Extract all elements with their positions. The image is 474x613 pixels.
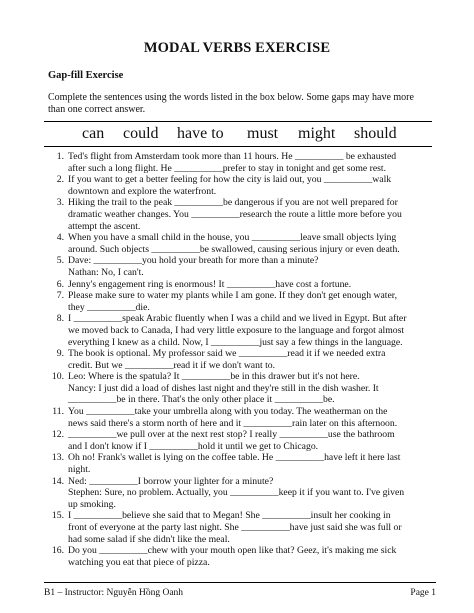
question-number: 3. [56, 197, 64, 209]
question-number: 2. [56, 174, 64, 186]
question-item [48, 348, 436, 371]
question-line: credit. But we __________read it if we don't want to. [68, 359, 276, 371]
question-item [48, 174, 436, 197]
word-bank-item: could [123, 125, 159, 142]
question-line: night. [68, 464, 91, 476]
word-bank-item: should [354, 125, 397, 142]
question-line: Do you __________chew with your mouth open like that? Geez, it's making me sick [68, 545, 397, 557]
question-line: downtown and explore the waterfront. [68, 185, 217, 197]
question-line: Jenny's engagement ring is enormous! It __________have cost a fortune. [68, 278, 352, 290]
question-line: Nancy: I just did a load of dishes last night and they're still in the dish washer. It [68, 382, 379, 394]
question-line: around. Such objects __________be swallowed, causing serious injury or even death. [68, 243, 400, 255]
question-line: __________we pull over at the next rest stop? I really __________use the bathroom [68, 429, 395, 441]
question-number: 11. [52, 406, 64, 418]
question-item [48, 197, 436, 232]
question-line: they __________die. [68, 301, 150, 313]
question-item [48, 510, 436, 545]
question-item [48, 371, 436, 406]
instructions-line: Complete the sentences using the words listed in the box below. Some gaps may have more [48, 92, 414, 103]
question-text [68, 348, 436, 371]
question-item [48, 452, 436, 475]
footer-divider [44, 582, 436, 583]
question-number: 1. [56, 151, 64, 162]
question-line: Hiking the trail to the peak __________be dangerous if you are not well prepared for [68, 197, 398, 209]
question-line: I __________believe she said that to Megan! She __________insult her cooking in [68, 510, 391, 522]
question-number: 16. [51, 545, 64, 557]
question-line: Please make sure to water my plants while I am gone. If they don't get enough water, [68, 290, 398, 302]
question-text [68, 279, 436, 291]
question-text [68, 476, 436, 511]
question-number: 15. [51, 510, 64, 522]
word-box [44, 121, 432, 147]
question-text [68, 232, 436, 255]
question-item [48, 406, 436, 429]
question-line: If you want to get a better feeling for how the city is laid out, you __________walk [68, 174, 392, 186]
word-bank-item: must [247, 125, 279, 142]
question-number: 9. [56, 348, 64, 360]
question-text [68, 452, 436, 475]
question-text [68, 290, 436, 313]
question-text [68, 510, 436, 545]
question-text [68, 545, 436, 568]
question-line: Ned: __________I borrow your lighter for a minute? [68, 475, 274, 487]
question-line: dramatic weather changes. You __________research the route a little more before you [68, 208, 402, 220]
question-line: news said there's a storm north of here and it __________rain later on this afternoon. [68, 417, 398, 429]
question-item [48, 290, 436, 313]
question-text [68, 406, 436, 429]
question-line: __________be in there. That's the only other place it __________be. [68, 394, 335, 406]
question-line: The book is optional. My professor said we __________read it if we needed extra [68, 348, 386, 360]
question-item [48, 476, 436, 511]
question-item [48, 255, 436, 278]
section-subtitle: Gap-fill Exercise [48, 70, 124, 81]
question-item [48, 545, 436, 568]
question-item [48, 232, 436, 255]
question-number: 6. [56, 278, 64, 290]
question-list [48, 151, 436, 568]
question-line: I __________speak Arabic fluently when I was a child and we lived in Egypt. But after [68, 313, 407, 325]
page-number: Page 1 [410, 588, 436, 598]
question-text [68, 255, 436, 278]
word-bank-item: have to [177, 125, 224, 142]
question-line: front of everyone at the party last night. She __________have just said she was full or [68, 522, 402, 533]
question-number: 7. [56, 290, 64, 302]
question-item [48, 429, 436, 452]
footer-instructor: B1 – Instructor: Nguyễn Hồng Oanh [44, 588, 184, 598]
question-line: Stephen: Sure, no problem. Actually, you __________keep it if you want to. I've given [68, 487, 405, 499]
question-line: Dave: __________you hold your breath for more than a minute? [68, 255, 319, 267]
question-number: 10. [51, 371, 64, 383]
question-line: attempt the ascent. [68, 220, 141, 232]
word-bank-item: can [82, 125, 105, 142]
word-bank-item: might [298, 125, 336, 142]
page-title: MODAL VERBS EXERCISE [143, 40, 331, 56]
question-line: we moved back to Canada, I had very little exposure to the language and forgot almost [68, 324, 405, 336]
question-line: Ted's flight from Amsterdam took more than 11 hours. He __________ be exhausted [68, 151, 397, 162]
question-text [68, 151, 436, 174]
question-item [48, 313, 436, 348]
question-line: Leo: Where is the spatula? It __________be in this drawer but it's not here. [68, 371, 360, 383]
question-line: Nathan: No, I can't. [68, 266, 144, 278]
question-text [68, 313, 436, 348]
question-line: had some salad if she didn't like the meal. [68, 533, 230, 545]
question-number: 12. [51, 429, 64, 441]
question-text [68, 371, 436, 406]
question-line: after such a long flight. He __________prefer to stay in tonight and get some rest. [68, 162, 386, 174]
instructions-text [48, 92, 428, 116]
question-line: watching you eat that piece of pizza. [68, 556, 210, 568]
question-number: 14. [51, 475, 64, 487]
question-number: 13. [51, 452, 64, 464]
question-text [68, 197, 436, 232]
question-text [68, 174, 436, 197]
question-line: everything I knew as a child. Now, I __________just say a few things in the language. [68, 336, 403, 348]
question-item [48, 279, 436, 291]
instructions-line: than one correct answer. [48, 104, 146, 115]
question-line: You __________take your umbrella along with you today. The weatherman on the [68, 406, 388, 418]
question-text [68, 429, 436, 452]
question-line: Oh no! Frank's wallet is lying on the coffee table. He __________have left it here last [68, 452, 401, 464]
question-number: 5. [56, 255, 64, 267]
question-line: and I don't know if I __________hold it until we get to Chicago. [68, 440, 319, 452]
question-item [48, 151, 436, 174]
question-line: up smoking. [68, 498, 116, 510]
question-number: 8. [56, 313, 64, 325]
question-line: When you have a small child in the house, you __________leave small objects lying [68, 232, 397, 244]
question-number: 4. [56, 232, 64, 244]
